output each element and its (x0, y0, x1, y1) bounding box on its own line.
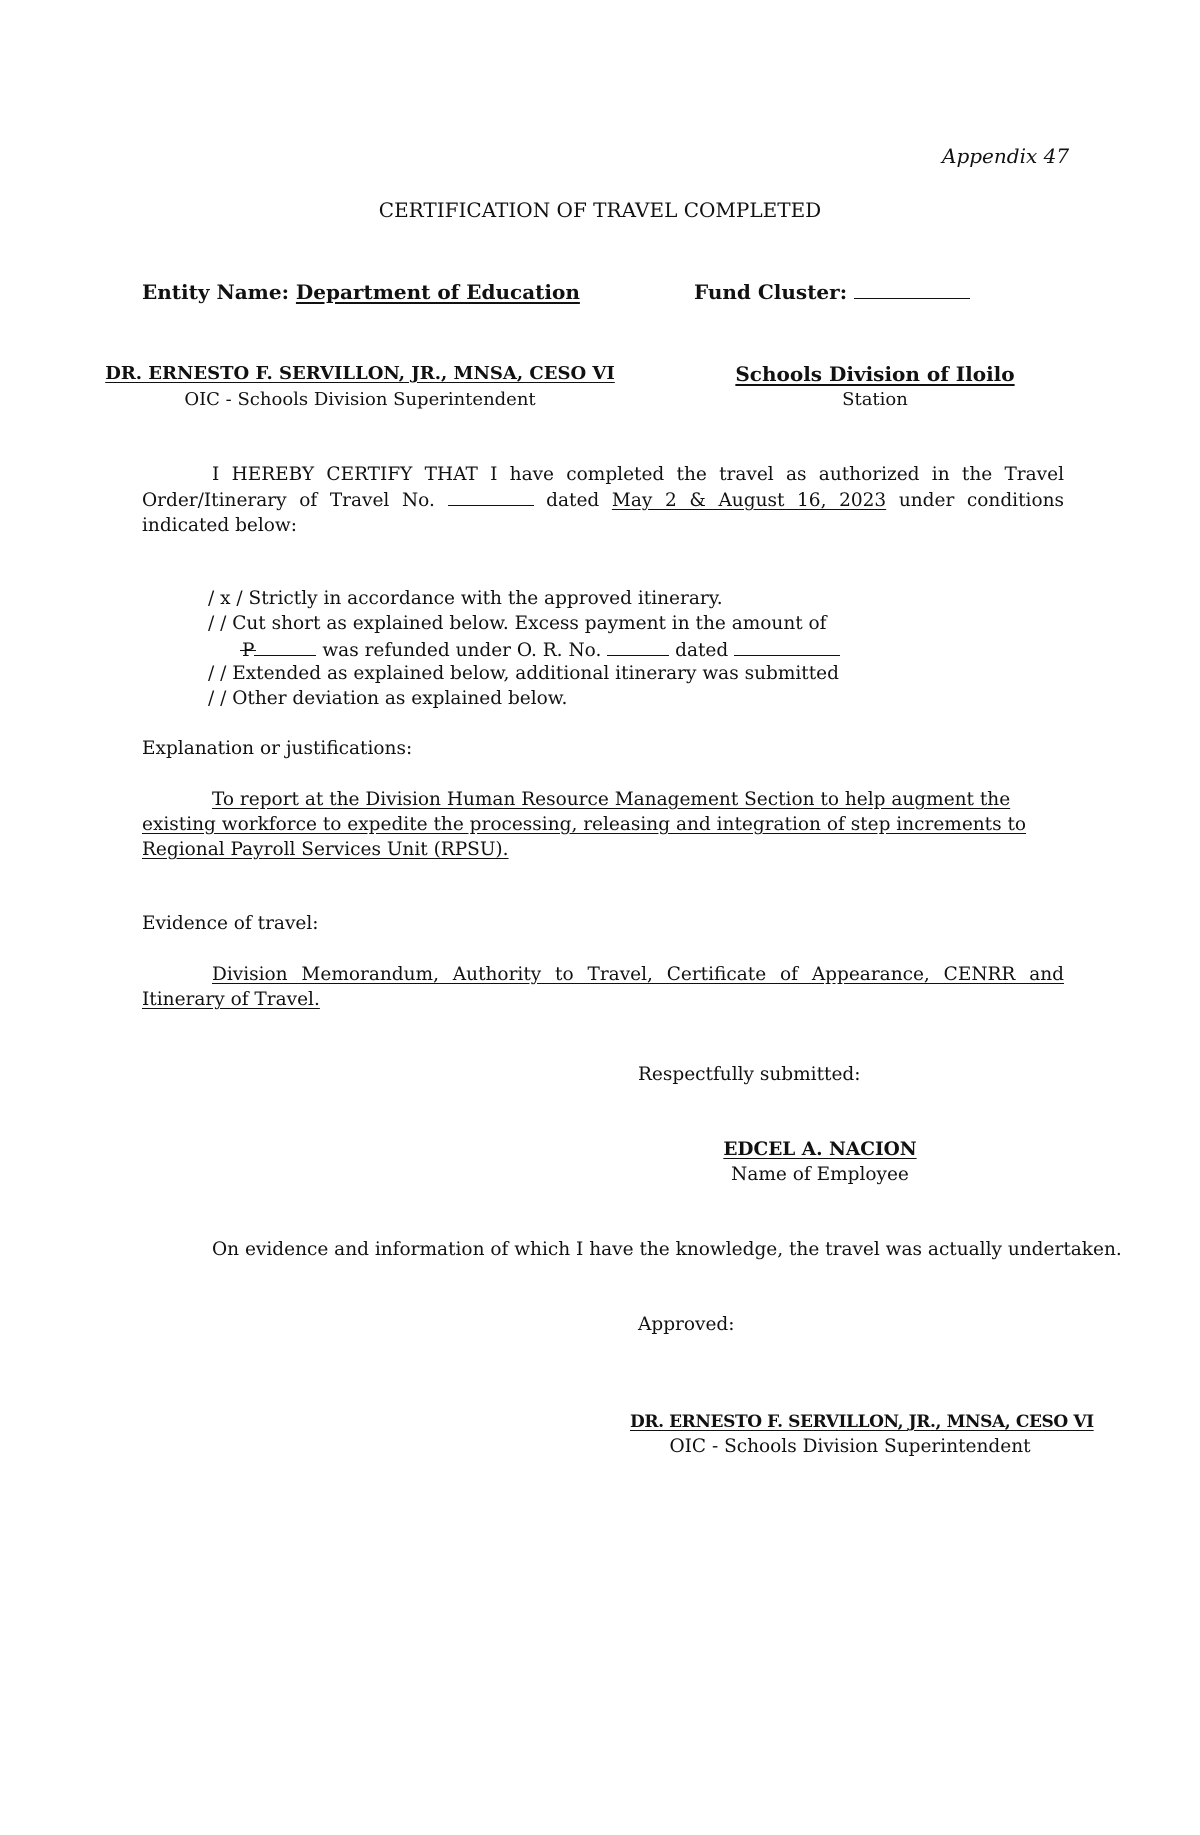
entity-name-label: Entity Name: (142, 280, 289, 304)
condition-refund-line (242, 637, 840, 663)
official-name: DR. ERNESTO F. SERVILLON, JR., MNSA, CESO VI (105, 363, 615, 384)
certification-paragraph (142, 462, 1064, 538)
station-label: Station (842, 389, 908, 410)
refund-dated-label: dated (675, 640, 729, 661)
employee-name-label: Name of Employee (731, 1164, 909, 1185)
approving-official-name: DR. ERNESTO F. SERVILLON, JR., MNSA, CESO VI (630, 1412, 1094, 1432)
condition-strictly: / x / Strictly in accordance with the approved itinerary. (208, 588, 723, 609)
document-title: CERTIFICATION OF TRAVEL COMPLETED (378, 198, 822, 222)
approved-label: Approved: (638, 1314, 735, 1335)
refund-date-blank (734, 637, 840, 656)
evidence-text: Division Memorandum, Authority to Travel, Certificate of Appearance, CENRR and Itinerary of Travel. (142, 964, 1064, 1010)
attestation-text: On evidence and information of which I have the knowledge, the travel was actually undertaken. (212, 1239, 1122, 1260)
fund-cluster-label: Fund Cluster: (694, 280, 848, 304)
entity-name-value: Department of Education (295, 280, 580, 304)
or-number-blank (607, 637, 669, 656)
approving-official-title: OIC - Schools Division Superintendent (669, 1436, 1031, 1457)
excess-amount-blank (254, 637, 316, 656)
evidence-label: Evidence of travel: (142, 913, 319, 934)
respectfully-submitted-label: Respectfully submitted: (638, 1064, 861, 1085)
official-title: OIC - Schools Division Superintendent (184, 389, 536, 410)
explanation-label: Explanation or justifications: (142, 738, 413, 759)
refunded-label: was refunded under O. R. No. (322, 640, 602, 661)
condition-extended: / / Extended as explained below, additional itinerary was submitted (208, 663, 839, 684)
employee-name: EDCEL A. NACION (723, 1139, 917, 1160)
entity-name-row (142, 280, 580, 304)
travel-order-blank (448, 487, 534, 506)
certify-lead: I HEREBY CERTIFY THAT I have completed the travel as authorized in the Travel Order/Itinerary of Travel No. (142, 464, 1064, 511)
peso-sign: P (242, 640, 255, 661)
condition-cut-short: / / Cut short as explained below. Excess payment in the amount of (208, 613, 827, 634)
fund-cluster-blank (854, 280, 970, 299)
station-value: Schools Division of Iloilo (735, 362, 1015, 386)
condition-other-deviation: / / Other deviation as explained below. (208, 688, 568, 709)
appendix-label: Appendix 47 (942, 144, 1070, 168)
fund-cluster-row (694, 280, 970, 304)
certify-tail: under conditions indicated below: (142, 490, 1064, 536)
explanation-text: To report at the Division Human Resource Management Section to help augment the existing workforce to expedite the processing, releasing and integration of step increments to Regional Payroll Services Unit (RPSU). (142, 789, 1027, 860)
travel-dates: May 2 & August 16, 2023 (611, 490, 887, 511)
certify-dated-label: dated (546, 490, 600, 511)
